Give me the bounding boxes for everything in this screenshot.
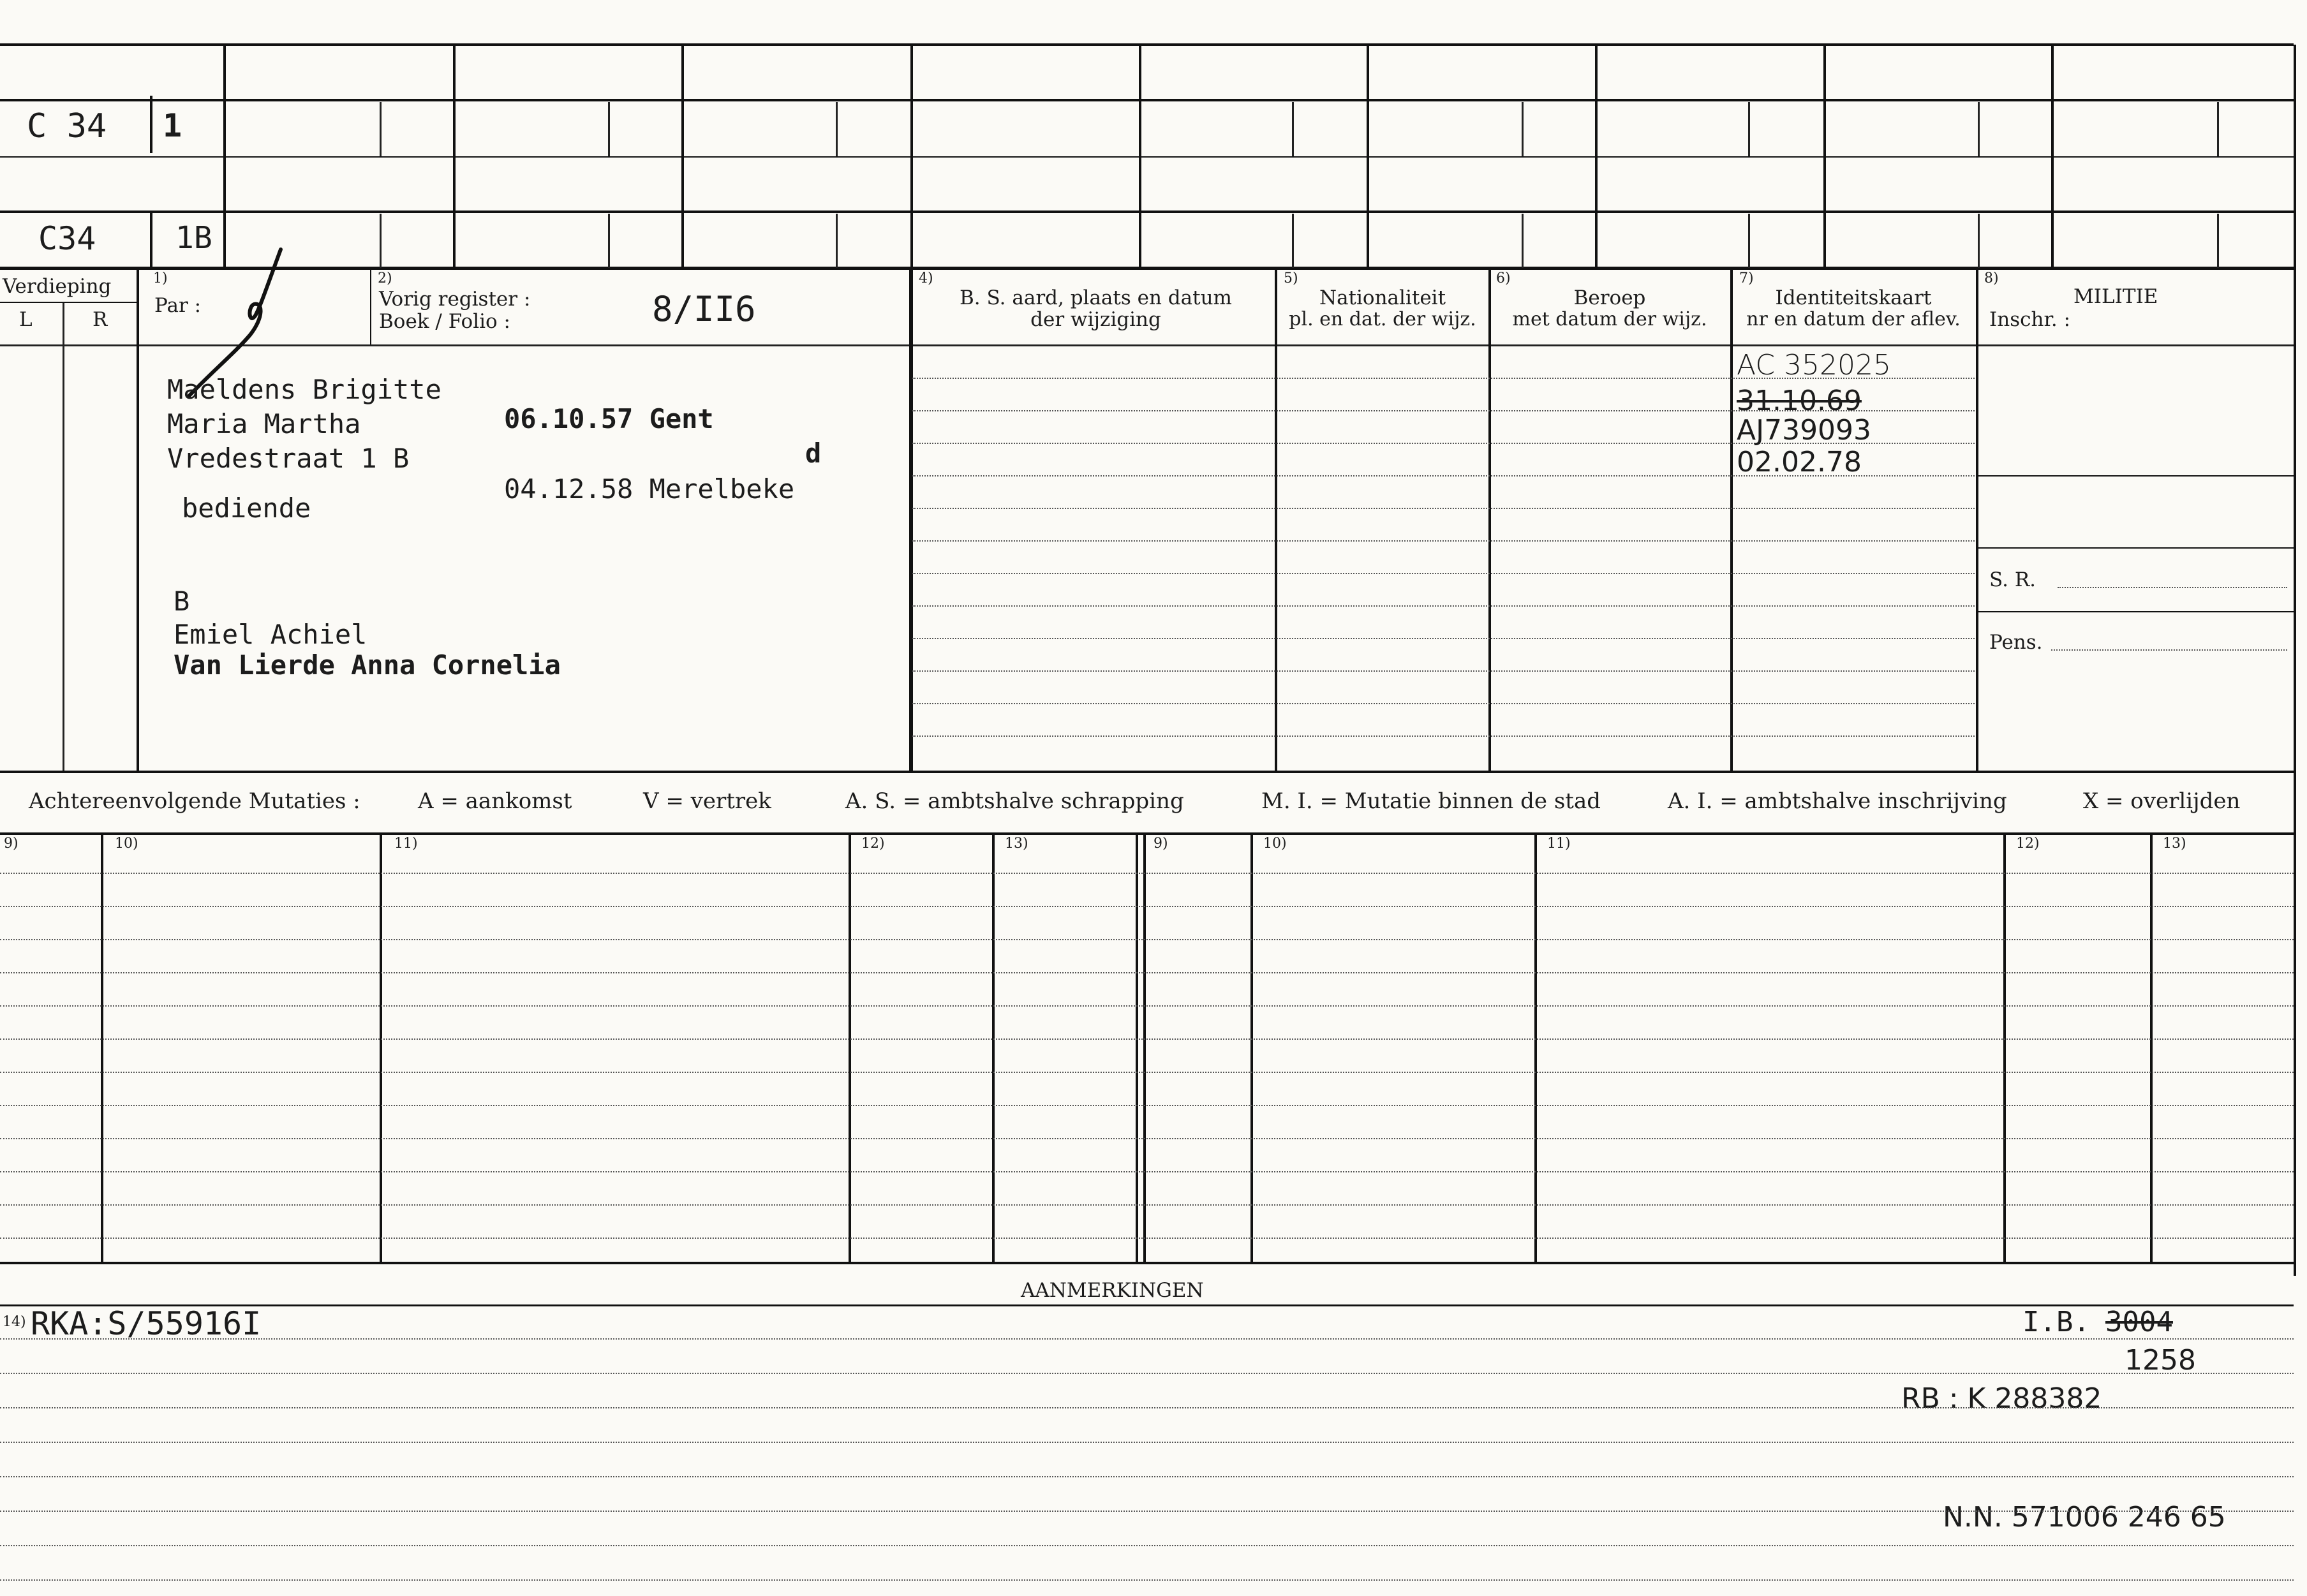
mut-ruled-line — [0, 1105, 2294, 1106]
top-vline — [1823, 45, 1826, 268]
ber-header-line1: Beroep — [1573, 286, 1646, 309]
field-number-5: 5) — [1284, 270, 1298, 286]
mut-col-line — [380, 832, 382, 1263]
remarks-ruled-line — [0, 1579, 2294, 1581]
floor-R-label: R — [93, 308, 108, 331]
mut-ruled-line — [0, 972, 2294, 973]
mut-ruled-line — [0, 1038, 2294, 1040]
father-name: Emiel Achiel — [174, 619, 367, 650]
mut-col-line — [101, 832, 103, 1263]
mut-col-line — [849, 832, 851, 1263]
mut-col-line — [2003, 832, 2006, 1263]
mut-col-10b: 10) — [1263, 836, 1287, 852]
id-card-date-1: 31.10.69 — [1737, 385, 1862, 417]
ruled-line — [912, 670, 1975, 672]
top-border — [0, 43, 2294, 46]
pens-label: Pens. — [1989, 631, 2043, 654]
verdieping-LR-line — [63, 303, 64, 772]
header-bottom-line — [0, 344, 2294, 346]
mut-ruled-line — [0, 1005, 2294, 1007]
person-profession: bediende — [182, 492, 311, 524]
top-subline — [1292, 102, 1294, 156]
field-number-6: 6) — [1496, 270, 1511, 286]
register-code-1: C 34 — [27, 107, 107, 145]
legend-inschrijving: A. I. = ambtshalve inschrijving — [1668, 788, 2007, 814]
parent-code: B — [174, 586, 190, 617]
col-line-ber — [1488, 268, 1491, 772]
person-name: Maeldens Brigitte — [167, 374, 441, 405]
ruled-line — [912, 508, 1975, 509]
mut-col-12b: 12) — [2016, 836, 2040, 852]
verdieping-label: Verdieping — [3, 275, 112, 298]
person-marker: d — [805, 438, 822, 469]
row-line-2 — [0, 156, 2294, 158]
register-number-1: 1 — [163, 107, 182, 144]
boek-folio-value: 8/II6 — [652, 289, 756, 329]
remarks-ruled-line — [0, 1338, 2294, 1340]
ib-new-number: 1258 — [2125, 1344, 2196, 1377]
top-vline — [223, 45, 226, 268]
id-card-1: AC 352025 — [1737, 349, 1891, 381]
mut-col-9b: 9) — [1154, 836, 1168, 852]
top-vline — [453, 45, 456, 268]
register-code-2: C34 — [38, 220, 96, 257]
col-line-id — [1730, 268, 1733, 772]
top-vline — [1595, 45, 1598, 268]
ber-header-line2: met datum der wijz. — [1512, 308, 1707, 330]
legend-schrapping: A. S. = ambtshalve schrapping — [845, 788, 1184, 814]
vorig-register-label: Vorig register : — [379, 288, 531, 311]
field-number-2: 2) — [378, 270, 392, 286]
top-subline — [1292, 214, 1294, 268]
col-line-bs — [909, 268, 913, 772]
legend-vertrek: V = vertrek — [643, 788, 771, 814]
col-line-vorig — [370, 268, 371, 344]
mutations-top-line — [0, 832, 2294, 835]
mut-col-line — [1143, 832, 1146, 1263]
mut-ruled-line — [0, 906, 2294, 907]
id-header-line2: nr en datum der aflev. — [1746, 308, 1961, 330]
par-label: Par : — [154, 294, 202, 317]
top-subline — [380, 214, 382, 268]
ruled-line — [912, 703, 1975, 704]
mut-col-12: 12) — [861, 836, 885, 852]
top-subline — [1978, 214, 1980, 268]
top-subline — [1978, 102, 1980, 156]
top-subline — [2217, 102, 2219, 156]
ruled-line — [912, 540, 1975, 542]
col-line-nat — [1275, 268, 1277, 772]
person-birth: 06.10.57 Gent — [504, 403, 714, 434]
legend-title: Achtereenvolgende Mutaties : — [29, 788, 360, 814]
top-subline — [608, 214, 610, 268]
ruled-line — [912, 573, 1975, 574]
militie-line — [1978, 475, 2294, 477]
col-line-par — [137, 268, 139, 772]
top-subline — [608, 102, 610, 156]
legend-mutatie: M. I. = Mutatie binnen de stad — [1261, 788, 1601, 814]
verdieping-split-line — [0, 302, 137, 303]
top-vline — [2294, 45, 2296, 1276]
mut-ruled-line — [0, 939, 2294, 940]
ruled-line — [912, 605, 1975, 607]
remarks-title: AANMERKINGEN — [1021, 1279, 1204, 1302]
row-line-4 — [0, 267, 2294, 270]
mut-ruled-line — [0, 1138, 2294, 1139]
col-line-mil — [1976, 268, 1978, 772]
mut-col-line — [2150, 832, 2153, 1263]
field-number-8: 8) — [1984, 270, 1999, 286]
mut-col-10: 10) — [115, 836, 138, 852]
top-subline — [836, 214, 838, 268]
person-move-date: 04.12.58 Merelbeke — [504, 473, 795, 505]
field-number-1: 1) — [153, 270, 168, 286]
top-subline — [1522, 102, 1524, 156]
rka-reference: RKA:S/55916I — [31, 1305, 262, 1342]
top-subline — [1748, 102, 1750, 156]
row-line-3 — [0, 211, 2294, 213]
field-number-14: 14) — [3, 1314, 26, 1330]
top-vline — [1367, 45, 1369, 268]
top-vline — [1139, 45, 1141, 268]
top-subline — [1748, 214, 1750, 268]
top-subline — [1522, 214, 1524, 268]
top-vline — [910, 45, 913, 268]
top-vline — [681, 45, 684, 268]
bs-header-line2: der wijziging — [1030, 308, 1161, 331]
remarks-top-line — [0, 1304, 2294, 1306]
top-vline — [150, 211, 152, 268]
mother-name: Van Lierde Anna Cornelia — [174, 649, 561, 681]
mut-col-13: 13) — [1005, 836, 1028, 852]
floor-L-label: L — [19, 308, 33, 331]
nat-header-line2: pl. en dat. der wijz. — [1289, 308, 1476, 330]
mut-col-line — [992, 832, 995, 1263]
remarks-ruled-line — [0, 1442, 2294, 1443]
bs-header-line1: B. S. aard, plaats en datum — [960, 286, 1232, 309]
militie-line — [1978, 547, 2294, 549]
top-subline — [2217, 214, 2219, 268]
mut-ruled-line — [0, 1072, 2294, 1073]
row-line-1 — [0, 99, 2294, 101]
mutations-bottom-line — [0, 1262, 2294, 1264]
person-address: Vredestraat 1 B — [167, 443, 410, 474]
remarks-ruled-line — [0, 1545, 2294, 1546]
militie-line — [1978, 611, 2294, 612]
militie-header: MILITIE — [2073, 285, 2158, 308]
mut-ruled-line — [0, 1171, 2294, 1172]
person-block-bottom — [0, 771, 2294, 773]
remarks-ruled-line — [0, 1476, 2294, 1477]
register-number-2: 1B — [175, 220, 212, 256]
remarks-ruled-line — [0, 1407, 2294, 1408]
person-given-names: Maria Martha — [167, 408, 361, 440]
id-card-2: AJ739093 — [1737, 414, 1872, 447]
pens-field-line — [2051, 649, 2287, 651]
mut-ruled-line — [0, 873, 2294, 874]
mut-col-line — [1250, 832, 1253, 1263]
remarks-ruled-line — [0, 1511, 2294, 1512]
id-card-date-2: 02.02.78 — [1737, 446, 1862, 478]
mut-col-11: 11) — [394, 836, 418, 852]
top-vline — [2051, 45, 2054, 268]
field-number-4: 4) — [919, 270, 933, 286]
ib-label: I.B. — [2022, 1306, 2090, 1338]
mut-col-line — [1534, 832, 1537, 1263]
mut-col-11b: 11) — [1547, 836, 1571, 852]
legend-overlijden: X = overlijden — [2083, 788, 2241, 814]
id-header-line1: Identiteitskaart — [1775, 286, 1932, 309]
mut-ruled-line — [0, 1238, 2294, 1239]
top-vline — [150, 96, 152, 153]
rb-number: RB : K 288382 — [1901, 1382, 2102, 1415]
top-subline — [380, 102, 382, 156]
boek-folio-label: Boek / Folio : — [379, 310, 510, 333]
mut-ruled-line — [0, 1204, 2294, 1206]
legend-aankomst: A = aankomst — [418, 788, 572, 814]
mut-col-line — [1136, 832, 1138, 1263]
mut-col-13b: 13) — [2163, 836, 2186, 852]
sr-field-line — [2058, 587, 2287, 588]
field-number-7: 7) — [1739, 270, 1754, 286]
top-subline — [836, 102, 838, 156]
nat-header-line1: Nationaliteit — [1319, 286, 1446, 309]
sr-label: S. R. — [1989, 568, 2036, 591]
ruled-line — [912, 735, 1975, 737]
inschr-label: Inschr. : — [1989, 308, 2071, 331]
ruled-line — [912, 638, 1975, 639]
ib-old-number: 3004 — [2105, 1306, 2173, 1338]
mut-col-9: 9) — [4, 836, 19, 852]
remarks-ruled-line — [0, 1373, 2294, 1374]
nn-number: N.N. 571006 246 65 — [1943, 1501, 2226, 1533]
